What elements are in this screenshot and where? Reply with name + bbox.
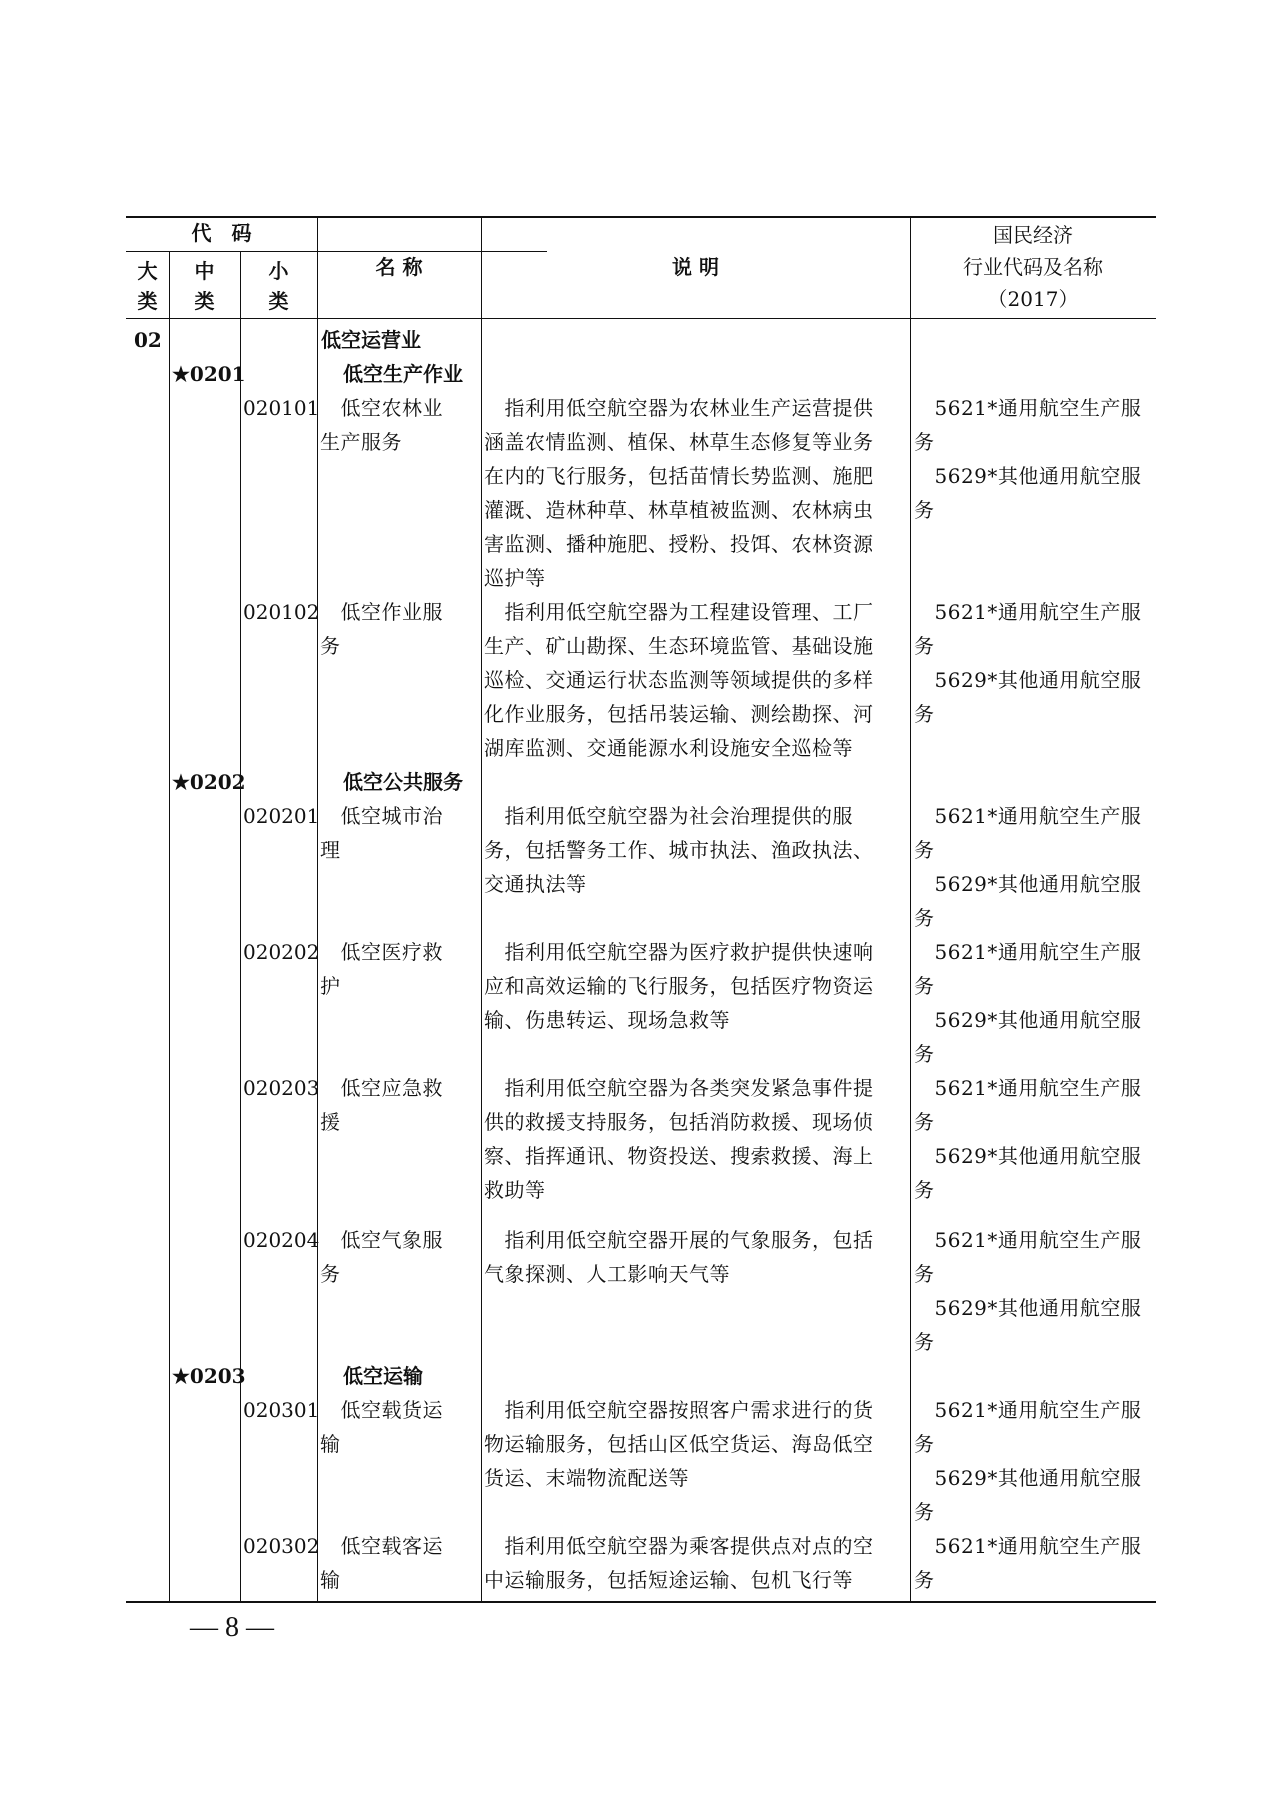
item-name-line: 低空载客运: [320, 1534, 443, 1558]
item-name-line: 务: [320, 634, 341, 658]
item-name-line: 生产服务: [320, 430, 402, 454]
item-name-line: 务: [320, 1262, 341, 1286]
nat-line: 务: [914, 498, 935, 522]
nat-line: 5629*其他通用航空服: [914, 1008, 1142, 1032]
item-name: [320, 1071, 443, 1139]
header-bottom-rule: [126, 318, 1156, 319]
nat-line: 5621*通用航空生产服: [914, 600, 1142, 624]
category-name: 低空生产作业: [343, 362, 463, 386]
national-industry-code: [914, 595, 1141, 731]
desc-line: 物运输服务，包括山区低空货运、海岛低空: [484, 1432, 874, 1456]
desc-line: 供的救援支持服务，包括消防救援、现场侦: [484, 1110, 874, 1134]
mid-code: ★0201: [172, 362, 246, 386]
desc-line: 输、伤患转运、现场急救等: [484, 1008, 730, 1032]
nat-line: 务: [914, 430, 935, 454]
classification-table: [126, 216, 1156, 1603]
header-nat-2: 行业代码及名称: [963, 255, 1103, 279]
desc-line: 中运输服务，包括短途运输、包机飞行等: [484, 1568, 853, 1592]
item-description: [484, 799, 874, 901]
header-code: 代 码: [191, 221, 252, 245]
desc-line: 灌溉、造林种草、林草植被监测、农林病虫: [484, 498, 874, 522]
national-industry-code: [914, 1529, 1141, 1597]
desc-line: 害监测、播种施肥、授粉、投饵、农林资源: [484, 532, 874, 556]
nat-line: 5629*其他通用航空服: [914, 668, 1142, 692]
nat-line: 5629*其他通用航空服: [914, 1296, 1142, 1320]
small-code: 020301: [243, 1398, 320, 1422]
desc-line: 巡护等: [484, 566, 546, 590]
small-code: 020101: [243, 396, 320, 420]
item-name: [320, 935, 443, 1003]
desc-line: 救助等: [484, 1178, 546, 1202]
item-name-line: 低空气象服: [320, 1228, 443, 1252]
nat-line: 务: [914, 1568, 935, 1592]
nat-line: 务: [914, 1262, 935, 1286]
nat-line: 5621*通用航空生产服: [914, 1398, 1142, 1422]
small-code: 020204: [243, 1228, 320, 1252]
nat-line: 5621*通用航空生产服: [914, 1534, 1142, 1558]
nat-line: 务: [914, 634, 935, 658]
desc-line: 在内的飞行服务，包括苗情长势监测、施肥: [484, 464, 874, 488]
item-name-line: 输: [320, 1432, 341, 1456]
desc-line: 指利用低空航空器开展的气象服务，包括: [484, 1228, 874, 1252]
item-description: [484, 1223, 874, 1291]
nat-line: 5621*通用航空生产服: [914, 1228, 1142, 1252]
national-industry-code: [914, 1071, 1141, 1207]
desc-line: 巡检、交通运行状态监测等领域提供的多样: [484, 668, 874, 692]
nat-line: 务: [914, 838, 935, 862]
nat-line: 5621*通用航空生产服: [914, 396, 1142, 420]
col-rule-4: [481, 216, 482, 1603]
item-description: [484, 391, 874, 595]
item-name-line: 护: [320, 974, 341, 998]
desc-line: 涵盖农情监测、植保、林草生态修复等业务: [484, 430, 874, 454]
header-nat-3: （2017）: [987, 287, 1079, 311]
small-code: 020203: [243, 1076, 320, 1100]
section-name: 低空运营业: [321, 328, 421, 352]
nat-line: 务: [914, 702, 935, 726]
item-name-line: 援: [320, 1110, 341, 1134]
nat-line: 5629*其他通用航空服: [914, 872, 1142, 896]
category-name: 低空运输: [343, 1364, 423, 1388]
nat-line: 务: [914, 1042, 935, 1066]
header-nat-1: 国民经济: [993, 223, 1073, 247]
header-zhong-2: 类: [194, 289, 215, 313]
item-name: [320, 1393, 443, 1461]
nat-line: 5629*其他通用航空服: [914, 1466, 1142, 1490]
desc-line: 应和高效运输的飞行服务，包括医疗物资运: [484, 974, 874, 998]
nat-line: 务: [914, 906, 935, 930]
item-description: [484, 935, 874, 1037]
header-xiao-2: 类: [268, 289, 289, 313]
item-description: [484, 1393, 874, 1495]
desc-line: 察、指挥通讯、物资投送、搜索救援、海上: [484, 1144, 874, 1168]
big-code: 02: [134, 328, 162, 352]
nat-line: 务: [914, 1432, 935, 1456]
item-name-line: 低空作业服: [320, 600, 443, 624]
page-number: — 8 —: [190, 1612, 274, 1643]
nat-line: 5621*通用航空生产服: [914, 940, 1142, 964]
header-xiao-1: 小: [268, 259, 289, 283]
header-zhong-1: 中: [194, 259, 215, 283]
item-description: [484, 595, 874, 765]
desc-line: 化作业服务，包括吊装运输、测绘勘探、河: [484, 702, 874, 726]
national-industry-code: [914, 1393, 1141, 1529]
national-industry-code: [914, 799, 1141, 935]
item-description: [484, 1071, 874, 1207]
desc-line: 气象探测、人工影响天气等: [484, 1262, 730, 1286]
header-desc: 说 明: [672, 255, 719, 279]
item-name: [320, 1223, 443, 1291]
item-name-line: 低空医疗救: [320, 940, 443, 964]
desc-line: 务，包括警务工作、城市执法、渔政执法、: [484, 838, 874, 862]
table-bottom-rule: [126, 1601, 1156, 1603]
nat-line: 5629*其他通用航空服: [914, 1144, 1142, 1168]
item-name-line: 低空载货运: [320, 1398, 443, 1422]
small-code: 020102: [243, 600, 320, 624]
desc-line: 指利用低空航空器按照客户需求进行的货: [484, 1398, 874, 1422]
desc-line: 指利用低空航空器为社会治理提供的服: [484, 804, 853, 828]
header-da-2: 类: [137, 289, 158, 313]
category-name: 低空公共服务: [343, 770, 463, 794]
col-rule-5: [910, 216, 911, 1603]
desc-line: 湖库监测、交通能源水利设施安全巡检等: [484, 736, 853, 760]
desc-line: 指利用低空航空器为工程建设管理、工厂: [484, 600, 874, 624]
item-name: [320, 391, 480, 459]
desc-line: 交通执法等: [484, 872, 587, 896]
header-name: 名 称: [375, 255, 423, 279]
item-name-line: 低空农林业: [320, 396, 443, 420]
small-code: 020202: [243, 940, 320, 964]
item-description: [484, 1529, 874, 1597]
item-name: [320, 1529, 443, 1597]
desc-line: 生产、矿山勘探、生态环境监管、基础设施: [484, 634, 874, 658]
nat-line: 务: [914, 1178, 935, 1202]
nat-line: 5621*通用航空生产服: [914, 804, 1142, 828]
desc-line: 指利用低空航空器为各类突发紧急事件提: [484, 1076, 874, 1100]
desc-line: 指利用低空航空器为乘客提供点对点的空: [484, 1534, 874, 1558]
col-rule-1: [169, 251, 170, 1603]
desc-line: 指利用低空航空器为医疗救护提供快速响: [484, 940, 874, 964]
national-industry-code: [914, 1223, 1141, 1359]
header-da-1: 大: [137, 259, 158, 283]
item-name-line: 低空应急救: [320, 1076, 443, 1100]
small-code: 020302: [243, 1534, 320, 1558]
desc-line: 指利用低空航空器为农林业生产运营提供: [484, 396, 874, 420]
item-name: [320, 799, 443, 867]
nat-line: 5629*其他通用航空服: [914, 464, 1142, 488]
item-name: [320, 595, 443, 663]
nat-line: 务: [914, 1330, 935, 1354]
small-code: 020201: [243, 804, 320, 828]
nat-line: 务: [914, 1500, 935, 1524]
item-name-line: 低空城市治: [320, 804, 443, 828]
mid-code: ★0202: [172, 770, 246, 794]
national-industry-code: [914, 391, 1141, 527]
item-name-line: 理: [320, 838, 341, 862]
item-name-line: 输: [320, 1568, 341, 1592]
desc-line: 货运、末端物流配送等: [484, 1466, 689, 1490]
nat-line: 务: [914, 974, 935, 998]
nat-line: 务: [914, 1110, 935, 1134]
mid-code: ★0203: [172, 1364, 246, 1388]
col-rule-2: [240, 251, 241, 1603]
nat-line: 5621*通用航空生产服: [914, 1076, 1142, 1100]
national-industry-code: [914, 935, 1141, 1071]
